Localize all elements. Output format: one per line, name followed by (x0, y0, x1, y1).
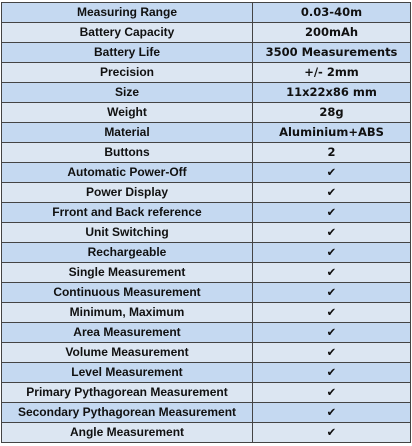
spec-row (2, 323, 411, 343)
spec-row (2, 283, 411, 303)
spec-label: Single Measurement (2, 263, 253, 283)
spec-row (2, 343, 411, 363)
spec-row (2, 243, 411, 263)
spec-label: Angle Measurement (2, 423, 253, 443)
check-mark-icon: ✔ (253, 423, 411, 443)
spec-row (2, 103, 411, 123)
spec-row (2, 383, 411, 403)
spec-label: Material (2, 123, 253, 143)
spec-label: Secondary Pythagorean Measurement (2, 403, 253, 423)
spec-row (2, 423, 411, 443)
check-mark-icon: ✔ (253, 183, 411, 203)
check-mark-icon: ✔ (253, 363, 411, 383)
spec-value: 0.03-40m (253, 3, 411, 23)
check-mark-icon: ✔ (253, 303, 411, 323)
spec-value: 200mAh (253, 23, 411, 43)
check-mark-icon: ✔ (253, 383, 411, 403)
check-mark-icon: ✔ (253, 163, 411, 183)
spec-row (2, 63, 411, 83)
spec-label: Battery Life (2, 43, 253, 63)
spec-label: Frront and Back reference (2, 203, 253, 223)
check-mark-icon: ✔ (253, 283, 411, 303)
spec-label: Continuous Measurement (2, 283, 253, 303)
check-mark-icon: ✔ (253, 263, 411, 283)
spec-row (2, 43, 411, 63)
spec-row (2, 303, 411, 323)
spec-value: +/- 2mm (253, 63, 411, 83)
spec-value: 28g (253, 103, 411, 123)
spec-row (2, 203, 411, 223)
spec-row (2, 183, 411, 203)
spec-label: Unit Switching (2, 223, 253, 243)
spec-value: 11x22x86 mm (253, 83, 411, 103)
spec-label: Power Display (2, 183, 253, 203)
spec-value: 3500 Measurements (253, 43, 411, 63)
check-mark-icon: ✔ (253, 243, 411, 263)
spec-label: Volume Measurement (2, 343, 253, 363)
check-mark-icon: ✔ (253, 223, 411, 243)
spec-row (2, 143, 411, 163)
spec-row (2, 3, 411, 23)
spec-table-body (2, 3, 411, 443)
spec-row (2, 23, 411, 43)
spec-row (2, 223, 411, 243)
spec-label: Measuring Range (2, 3, 253, 23)
spec-label: Rechargeable (2, 243, 253, 263)
spec-label: Buttons (2, 143, 253, 163)
check-mark-icon: ✔ (253, 323, 411, 343)
spec-row (2, 263, 411, 283)
spec-row (2, 403, 411, 423)
check-mark-icon: ✔ (253, 403, 411, 423)
spec-label: Minimum, Maximum (2, 303, 253, 323)
spec-label: Battery Capacity (2, 23, 253, 43)
spec-label: Primary Pythagorean Measurement (2, 383, 253, 403)
spec-label: Area Measurement (2, 323, 253, 343)
spec-label: Size (2, 83, 253, 103)
spec-label: Automatic Power-Off (2, 163, 253, 183)
spec-label: Weight (2, 103, 253, 123)
spec-row (2, 163, 411, 183)
spec-label: Level Measurement (2, 363, 253, 383)
spec-row (2, 363, 411, 383)
check-mark-icon: ✔ (253, 343, 411, 363)
spec-row (2, 123, 411, 143)
spec-label: Precision (2, 63, 253, 83)
spec-value: 2 (253, 143, 411, 163)
check-mark-icon: ✔ (253, 203, 411, 223)
spec-row (2, 83, 411, 103)
spec-table (1, 2, 411, 443)
spec-value: Aluminium+ABS (253, 123, 411, 143)
